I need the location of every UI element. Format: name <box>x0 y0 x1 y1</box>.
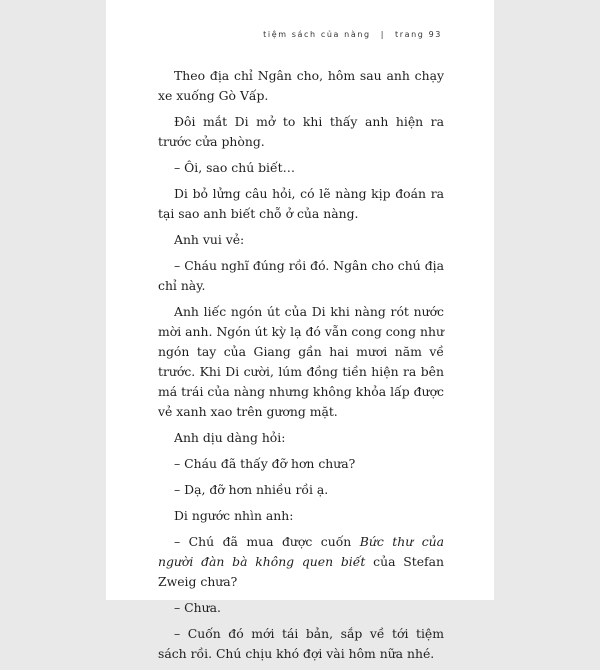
paragraph: Anh vui vẻ: <box>174 232 245 247</box>
dialogue-line: – Cháu đã thấy đỡ hơn chưa? <box>174 456 356 471</box>
book-page <box>106 0 494 661</box>
dialogue-line: – Cháu nghĩ đúng rồi đó. Ngân cho chú địa chỉ này. <box>158 258 444 293</box>
dialogue-text: của Stefan Zweig chưa? <box>158 554 444 589</box>
paragraph: Anh dịu dàng hỏi: <box>174 430 286 445</box>
dialogue-line <box>158 532 444 592</box>
book-title: tiệm sách của nàng <box>263 30 371 39</box>
paragraph: Theo địa chỉ Ngân cho, hôm sau anh chạy xe xuống Gò Vấp. <box>158 68 444 103</box>
dialogue-line: – Ôi, sao chú biết… <box>174 160 296 175</box>
paragraph: Di ngước nhìn anh: <box>174 508 294 523</box>
paragraph: Di bỏ lửng câu hỏi, có lẽ nàng kịp đoán ra tại sao anh biết chỗ ở của nàng. <box>158 186 444 221</box>
dialogue-line: – Chưa. <box>174 600 221 615</box>
paragraph: Anh liếc ngón út của Di khi nàng rót nước mời anh. Ngón út kỳ lạ đó vẫn cong cong như ngón tay của Giang gần hai mươi năm về trước. Khi Di cười, lúm đồng tiền hiện ra bên má trái của nàng nhưng không khỏa lấp được vẻ xanh xao trên gương mặt. <box>158 304 444 419</box>
dialogue-text: – Chú đã mua được cuốn <box>174 534 360 549</box>
page-number: trang 93 <box>395 30 442 39</box>
dialogue-line: – Dạ, đỡ hơn nhiều rồi ạ. <box>174 482 329 497</box>
book-title-italic: Bức thư của người đàn bà không quen biết <box>158 534 445 569</box>
paragraph: Đôi mắt Di mở to khi thấy anh hiện ra trước cửa phòng. <box>158 114 444 149</box>
header-separator: | <box>380 30 385 39</box>
running-header <box>263 30 442 39</box>
page-body <box>158 66 444 670</box>
dialogue-line: – Cuốn đó mới tái bản, sắp về tới tiệm sách rồi. Chú chịu khó đợi vài hôm nữa nhé. <box>158 626 444 661</box>
